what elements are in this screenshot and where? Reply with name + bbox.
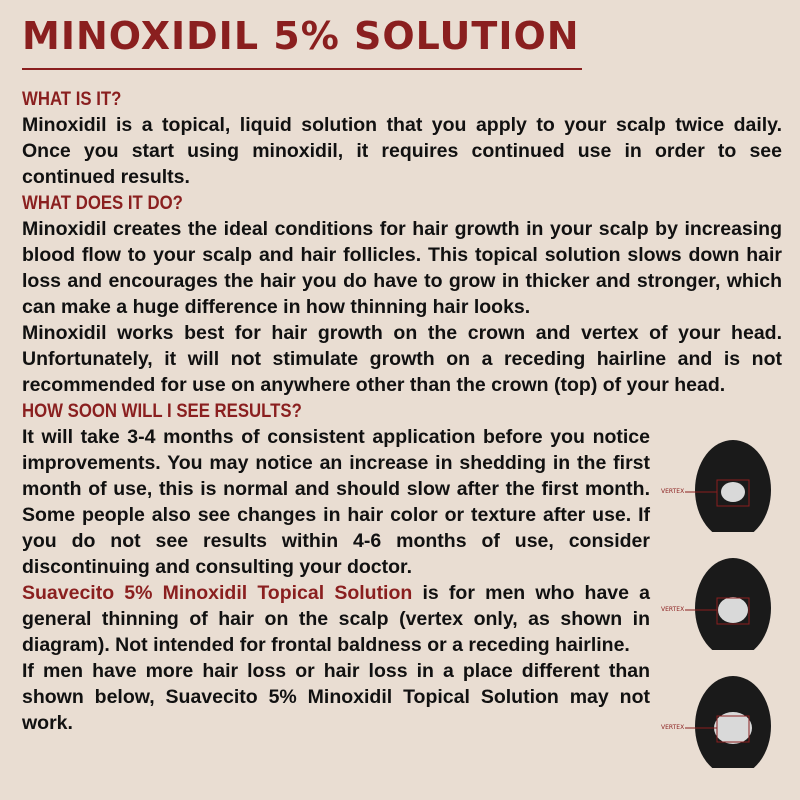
brand-name: Suavecito 5% Minoxidil Topical Solution: [22, 582, 413, 604]
what-does-it-do-text-2: Minoxidil works best for hair growth on the crown and vertex of your head. Unfortunately, it will not stimulate growth on a receding hairline and is not recommended for use on anywhere other than the crown (top) of your head.: [22, 322, 782, 396]
what-is-it-text: Minoxidil is a topical, liquid solution that you apply to your scalp twice daily. Once you start using minoxidil, it requires continued use in order to see continued results.: [22, 114, 782, 188]
head-diagram-2: [655, 550, 795, 650]
heading-what-is-it: WHAT IS IT?: [22, 88, 122, 110]
head-icon: [655, 432, 795, 532]
results-text: It will take 3-4 months of consistent application before you notice improvements. You may notice an increase in shedding in the first month of use, this is normal and should slow after the first month. Some people also see changes in hair color or texture after use. If you do not see results within 4-6 months of use, consider discontinuing and consulting your doctor.: [22, 426, 650, 578]
what-does-it-do-text-1: Minoxidil creates the ideal conditions for hair growth in your scalp by increasing blood flow to your scalp and hair follicles. This topical solution slows down hair loss and encourages the hair you do have to grow in thicker and stronger, which can make a huge difference in how thinning hair looks.: [22, 218, 782, 318]
page-title: MINOXIDIL 5% SOLUTION: [22, 14, 580, 58]
vertex-label: VERTEX: [661, 488, 685, 495]
brand-paragraph: [22, 580, 650, 658]
heading-results: HOW SOON WILL I SEE RESULTS?: [22, 400, 302, 422]
vertex-label: VERTEX: [661, 606, 685, 613]
vertex-label: VERTEX: [661, 724, 685, 731]
heading-what-does-it-do: WHAT DOES IT DO?: [22, 192, 183, 214]
final-paragraph: If men have more hair loss or hair loss in a place different than shown below, Suavecito 5% Minoxidil Topical Solution may not work.: [22, 660, 650, 734]
head-icon: [655, 668, 795, 768]
head-diagram-3: [655, 668, 795, 768]
title-divider: [22, 68, 582, 70]
head-icon: [655, 550, 795, 650]
head-diagram-1: [655, 432, 795, 532]
brand-paragraph-text: is for men who have a general thinning of hair on the scalp (vertex only, as shown in diagram). Not intended for frontal baldness or a receding hairline.: [22, 582, 651, 656]
